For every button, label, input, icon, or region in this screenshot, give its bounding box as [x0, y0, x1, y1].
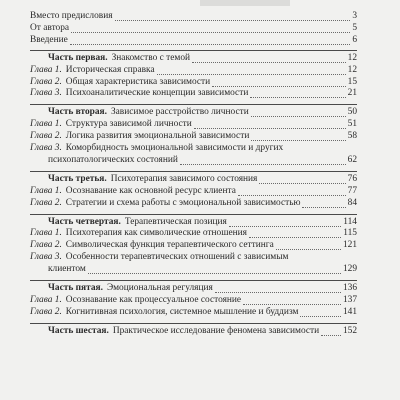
front-entry-2-text — [30, 24, 69, 33]
chapter-title-line: Психоаналитические концепции зависимости — [65, 88, 249, 99]
chapter-label: Глава 2. — [30, 131, 62, 142]
part-label: Часть пятая. — [48, 283, 103, 293]
part-label: Часть четвертая. — [48, 216, 121, 227]
chapter-entry-1-1-leader — [157, 74, 346, 75]
chapter-entry-1-3-page-number: 21 — [347, 88, 357, 99]
chapter-entry-1-3 — [0, 89, 400, 100]
chapter-entry-5-1-leader — [243, 304, 341, 305]
chapter-title-line: Психотерапия как символические отношения — [65, 228, 247, 239]
chapter-label: Глава 3. — [30, 252, 62, 263]
chapter-entry-3-2-leader — [302, 207, 346, 208]
chapter-entry-3-1-leader — [238, 195, 346, 196]
chapter-entry-2-3-line2-page-number: 62 — [347, 154, 357, 165]
chapter-label: Глава 1. — [30, 294, 62, 305]
chapter-title-line: Особенности терапевтических отношений с зависимым — [65, 252, 289, 263]
front-entry-2 — [0, 24, 400, 35]
part-label: Часть первая. — [48, 52, 108, 63]
chapter-title-line: Логика развития эмоциональной зависимости — [65, 131, 250, 142]
chapter-entry-4-3 — [0, 253, 400, 264]
chapter-entry-1-2-page-number: 15 — [347, 76, 357, 87]
chapter-title-line: Осознавание как основной ресурс клиента — [65, 185, 236, 196]
front-entry-3 — [0, 36, 400, 47]
chapter-entry-4-3-text — [30, 253, 288, 262]
part-heading-2-page-number: 50 — [347, 107, 357, 118]
part-heading-5 — [0, 284, 400, 295]
chapter-entry-4-3-line2 — [0, 265, 400, 276]
chapter-entry-1-1 — [0, 66, 400, 77]
chapter-entry-5-1-page-number: 137 — [342, 294, 357, 305]
chapter-label: Глава 1. — [30, 185, 62, 196]
chapter-entry-2-3-line2 — [0, 156, 400, 167]
chapter-entry-1-2 — [0, 78, 400, 89]
section-divider — [30, 104, 357, 105]
part-title: Терапевтическая позиция — [124, 216, 227, 227]
front-entry-title: От автора — [30, 22, 70, 33]
chapter-title-line: Коморбидность эмоциональной зависимости и других — [65, 143, 284, 153]
front-entry-title: Вместо предисловия — [30, 11, 113, 21]
part-heading-6 — [0, 327, 400, 338]
chapter-title-line: Когнитивная психология, системное мышление и буддизм — [65, 306, 299, 317]
chapter-title-line: Стратегии и схема работы с эмоциональной зависимостью — [65, 197, 301, 208]
chapter-entry-4-3-line2-page-number: 129 — [342, 264, 357, 275]
part-heading-4-leader — [229, 226, 341, 227]
chapter-title-line: Историческая справка — [65, 64, 155, 75]
chapter-entry-3-2-text — [30, 199, 300, 208]
front-entry-3-text — [30, 36, 68, 45]
part-heading-1-leader — [192, 62, 346, 63]
front-entry-1 — [0, 12, 400, 23]
part-heading-5-leader — [215, 292, 341, 293]
chapter-entry-3-2 — [0, 199, 400, 210]
part-heading-1-text — [48, 54, 190, 63]
section-divider — [30, 171, 357, 172]
chapter-entry-4-1 — [0, 229, 400, 240]
chapter-entry-3-1 — [0, 187, 400, 198]
section-divider — [30, 280, 357, 281]
front-entry-2-page-number: 5 — [352, 22, 357, 33]
part-heading-3 — [0, 175, 400, 186]
chapter-entry-4-2-leader — [276, 249, 341, 250]
chapter-title-line: Символическая функция терапевтического сеттинга — [65, 240, 274, 251]
part-heading-4-text — [48, 218, 227, 227]
chapter-entry-3-1-page-number: 77 — [347, 185, 357, 196]
chapter-title-line: клиентом — [48, 264, 86, 275]
chapter-entry-2-3-line2-text — [48, 156, 178, 165]
chapter-entry-2-3-line2-leader — [180, 164, 346, 165]
chapter-title-line: психопатологических состояний — [48, 154, 178, 165]
chapter-entry-1-3-leader — [250, 97, 346, 98]
chapter-entry-1-2-text — [30, 78, 210, 87]
front-entry-1-leader — [115, 20, 350, 21]
chapter-title-line: Общая характеристика зависимости — [65, 76, 211, 87]
chapter-entry-4-2-page-number: 121 — [342, 240, 357, 251]
chapter-entry-2-2-leader — [251, 140, 346, 141]
front-entry-2-leader — [71, 32, 350, 33]
chapter-entry-5-2-text — [30, 308, 298, 317]
part-heading-3-leader — [259, 183, 346, 184]
chapter-entry-4-1-text — [30, 229, 247, 238]
front-entry-1-page-number: 3 — [352, 11, 357, 21]
front-entry-3-page-number: 6 — [352, 34, 357, 45]
chapter-entry-2-1-leader — [194, 128, 346, 129]
section-divider — [30, 323, 357, 324]
chapter-entry-1-1-page-number: 12 — [347, 64, 357, 75]
chapter-label: Глава 1. — [30, 119, 62, 130]
part-heading-1-page-number: 12 — [347, 52, 357, 63]
part-heading-4 — [0, 218, 400, 229]
chapter-entry-2-2 — [0, 132, 400, 143]
part-heading-3-page-number: 76 — [347, 173, 357, 184]
part-label: Часть третья. — [48, 173, 107, 184]
chapter-entry-2-1-page-number: 51 — [347, 119, 357, 130]
part-heading-4-page-number: 114 — [343, 216, 357, 227]
chapter-label: Глава 1. — [30, 64, 62, 75]
chapter-entry-2-2-text — [30, 132, 249, 141]
chapter-entry-5-2 — [0, 308, 400, 319]
chapter-entry-2-2-page-number: 58 — [347, 131, 357, 142]
chapter-title-line: Структура зависимой личности — [65, 119, 192, 130]
chapter-entry-2-1-text — [30, 120, 192, 129]
part-heading-6-leader — [321, 335, 341, 336]
chapter-title-line: Осознавание как процессуальное состояние — [65, 294, 242, 305]
part-heading-2-leader — [251, 116, 346, 117]
chapter-entry-2-1 — [0, 120, 400, 131]
chapter-entry-4-3-line2-text — [48, 265, 86, 274]
part-heading-5-page-number: 136 — [342, 283, 357, 293]
chapter-entry-4-1-page-number: 115 — [343, 228, 357, 239]
part-title: Зависимое расстройство личности — [110, 107, 249, 118]
chapter-label: Глава 1. — [30, 228, 62, 239]
part-label: Часть вторая. — [48, 107, 107, 118]
part-title: Психотерапия зависимого состояния — [110, 173, 258, 184]
chapter-entry-5-1-text — [30, 296, 241, 305]
chapter-label: Глава 2. — [30, 240, 62, 251]
part-title: Знакомство с темой — [111, 52, 191, 63]
chapter-label: Глава 2. — [30, 197, 62, 208]
part-title: Практическое исследование феномена зависимости — [112, 325, 320, 336]
chapter-entry-4-2 — [0, 241, 400, 252]
chapter-entry-4-3-line2-leader — [88, 273, 341, 274]
part-label: Часть шестая. — [48, 325, 109, 336]
chapter-entry-3-2-page-number: 84 — [347, 197, 357, 208]
front-entry-3-leader — [70, 44, 350, 45]
chapter-entry-2-3-text — [30, 144, 283, 153]
chapter-label: Глава 3. — [30, 88, 62, 99]
part-heading-3-text — [48, 175, 257, 184]
chapter-entry-1-2-leader — [212, 86, 346, 87]
part-heading-5-text — [48, 284, 213, 293]
chapter-entry-4-1-leader — [249, 237, 341, 238]
chapter-entry-1-1-text — [30, 66, 155, 75]
chapter-entry-1-3-text — [30, 89, 248, 98]
front-entry-1-text — [30, 12, 113, 21]
part-heading-1 — [0, 54, 400, 65]
chapter-label: Глава 2. — [30, 306, 62, 317]
chapter-entry-4-2-text — [30, 241, 274, 250]
part-heading-6-page-number: 152 — [342, 325, 357, 336]
part-heading-2-text — [48, 108, 249, 117]
part-title: Эмоциональная регуляция — [106, 283, 213, 293]
section-divider — [30, 214, 357, 215]
part-heading-2 — [0, 108, 400, 119]
chapter-label: Глава 2. — [30, 76, 62, 87]
chapter-entry-5-2-page-number: 141 — [342, 306, 357, 317]
chapter-entry-3-1-text — [30, 187, 236, 196]
chapter-entry-2-3 — [0, 144, 400, 155]
section-divider — [30, 50, 357, 51]
chapter-entry-5-2-leader — [300, 316, 341, 317]
part-heading-6-text — [48, 327, 319, 336]
front-entry-title: Введение — [30, 34, 68, 45]
chapter-entry-5-1 — [0, 296, 400, 307]
chapter-label: Глава 3. — [30, 143, 62, 153]
